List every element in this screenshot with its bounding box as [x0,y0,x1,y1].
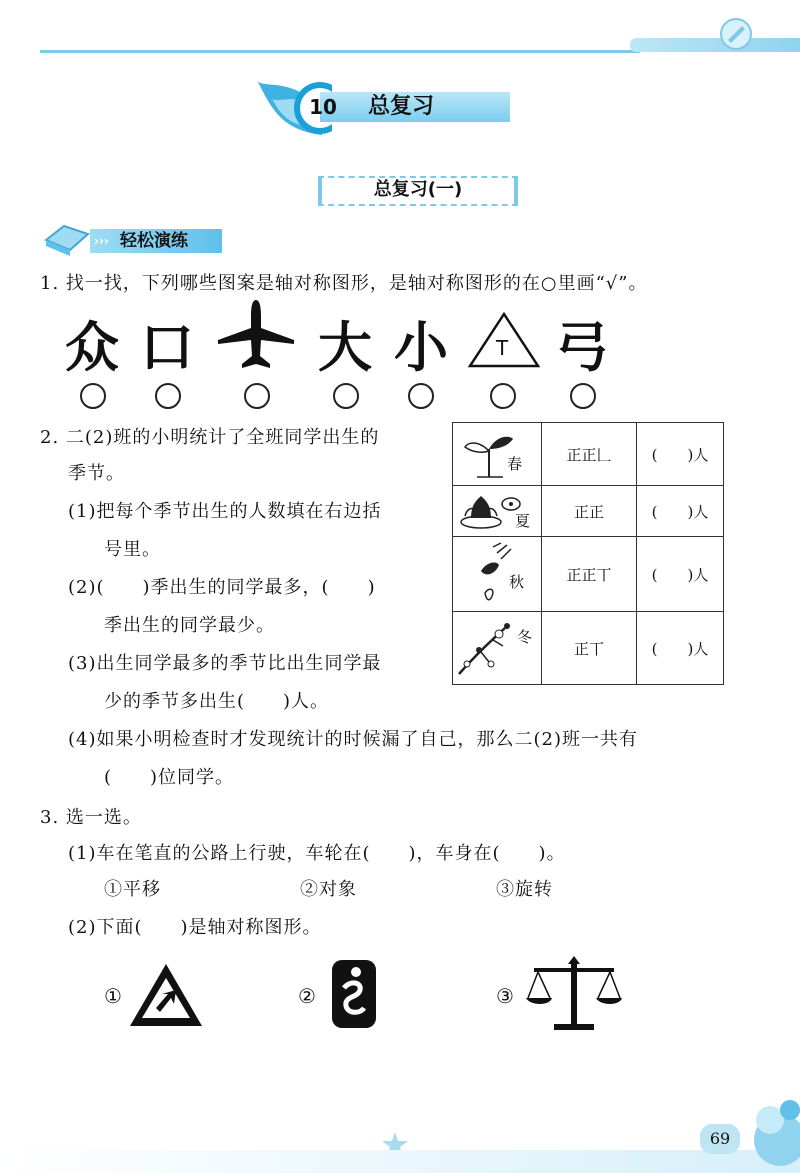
q3-part1: (1)车在笔直的公路上行驶，车轮在( )，车身在( )。 [68,843,566,864]
warning-sign-icon[interactable] [126,960,206,1030]
airplane-icon [216,298,296,370]
answer-circle-5[interactable] [408,383,434,409]
blank-cell[interactable]: ( )人 [637,423,724,486]
subtitle: 总复习(一) [373,179,463,200]
blank-cell[interactable]: ( )人 [637,486,724,537]
section-title: 轻松演练 [120,231,188,251]
q3-image-label-1: ① [104,984,123,1008]
q2-part3b: 少的季节多出生( )人。 [104,691,330,712]
olympic-emblem-icon[interactable] [330,958,378,1030]
triangle-letter: T [496,336,509,360]
season-cell [453,486,542,537]
q2-line2: 季节。 [68,463,125,484]
q2-line1: 2. 二(2)班的小明统计了全班同学出生的 [40,427,380,448]
page-number: 69 [700,1124,740,1154]
glyph-gong: 弓 [555,316,609,379]
answer-circle-1[interactable] [80,383,106,409]
q2-part4a: (4)如果小明检查时才发现统计的时候漏了自己，那么二(2)班一共有 [68,729,638,750]
tally-cell: 正丅 [542,612,637,685]
corner-flower-icon [730,1080,800,1173]
q2-part1a: (1)把每个季节出生的人数填在右边括 [68,501,382,522]
q3-part2: (2)下面( )是轴对称图形。 [68,917,322,938]
season-table [452,422,724,685]
blank-cell[interactable]: ( )人 [637,612,724,685]
table-row [453,537,724,612]
q3-option-2[interactable]: ②对象 [300,879,357,900]
table-row [453,486,724,537]
eraser-icon [40,220,92,258]
answer-circle-7[interactable] [570,383,596,409]
q3-title: 3. 选一选。 [40,807,142,828]
q2-part1b: 号里。 [104,539,161,560]
chapter-number: 10 [309,95,337,119]
answer-circle-4[interactable] [333,383,359,409]
table-row [453,423,724,486]
q3-image-label-3: ③ [496,984,515,1008]
q3-image-label-2: ② [298,984,317,1008]
q3-option-3[interactable]: ③旋转 [496,879,553,900]
section-arrows: ››› [94,234,109,248]
blank-cell[interactable]: ( )人 [637,537,724,612]
q1-text: 1. 找一找，下列哪些图案是轴对称图形，是轴对称图形的在○里画“√”。 [40,273,648,294]
glyph-da: 大 [318,316,372,379]
table-row [453,612,724,685]
chapter-title: 总复习 [368,94,435,119]
q2-part2a: (2)( )季出生的同学最多，( ) [68,577,376,598]
season-label: 夏 [515,512,531,530]
answer-circle-3[interactable] [244,383,270,409]
season-label: 冬 [517,628,533,646]
answer-circle-2[interactable] [155,383,181,409]
season-cell [453,423,542,486]
balance-scale-icon[interactable] [524,954,624,1034]
tally-cell: 正正 [542,486,637,537]
glyph-xiao: 小 [394,316,448,379]
pencil-badge-icon [718,16,754,52]
answer-circle-6[interactable] [490,383,516,409]
q2-part2b: 季出生的同学最少。 [104,615,275,636]
season-cell [453,537,542,612]
q2-part4b: ( )位同学。 [104,767,235,788]
q2-part3a: (3)出生同学最多的季节比出生同学最 [68,653,382,674]
q3-option-1[interactable]: ①平移 [104,879,161,900]
glyph-zhong: 众 [65,316,119,379]
glyph-kou: 口 [140,316,194,379]
header-bar [630,38,800,52]
season-label: 秋 [509,573,525,591]
season-label: 春 [507,455,523,473]
tally-cell: 正正𠃊 [542,423,637,486]
plum-blossom-icon [455,618,521,678]
season-cell [453,612,542,685]
footer-band [0,1150,800,1173]
header-rule [40,50,640,53]
tally-cell: 正正丅 [542,537,637,612]
